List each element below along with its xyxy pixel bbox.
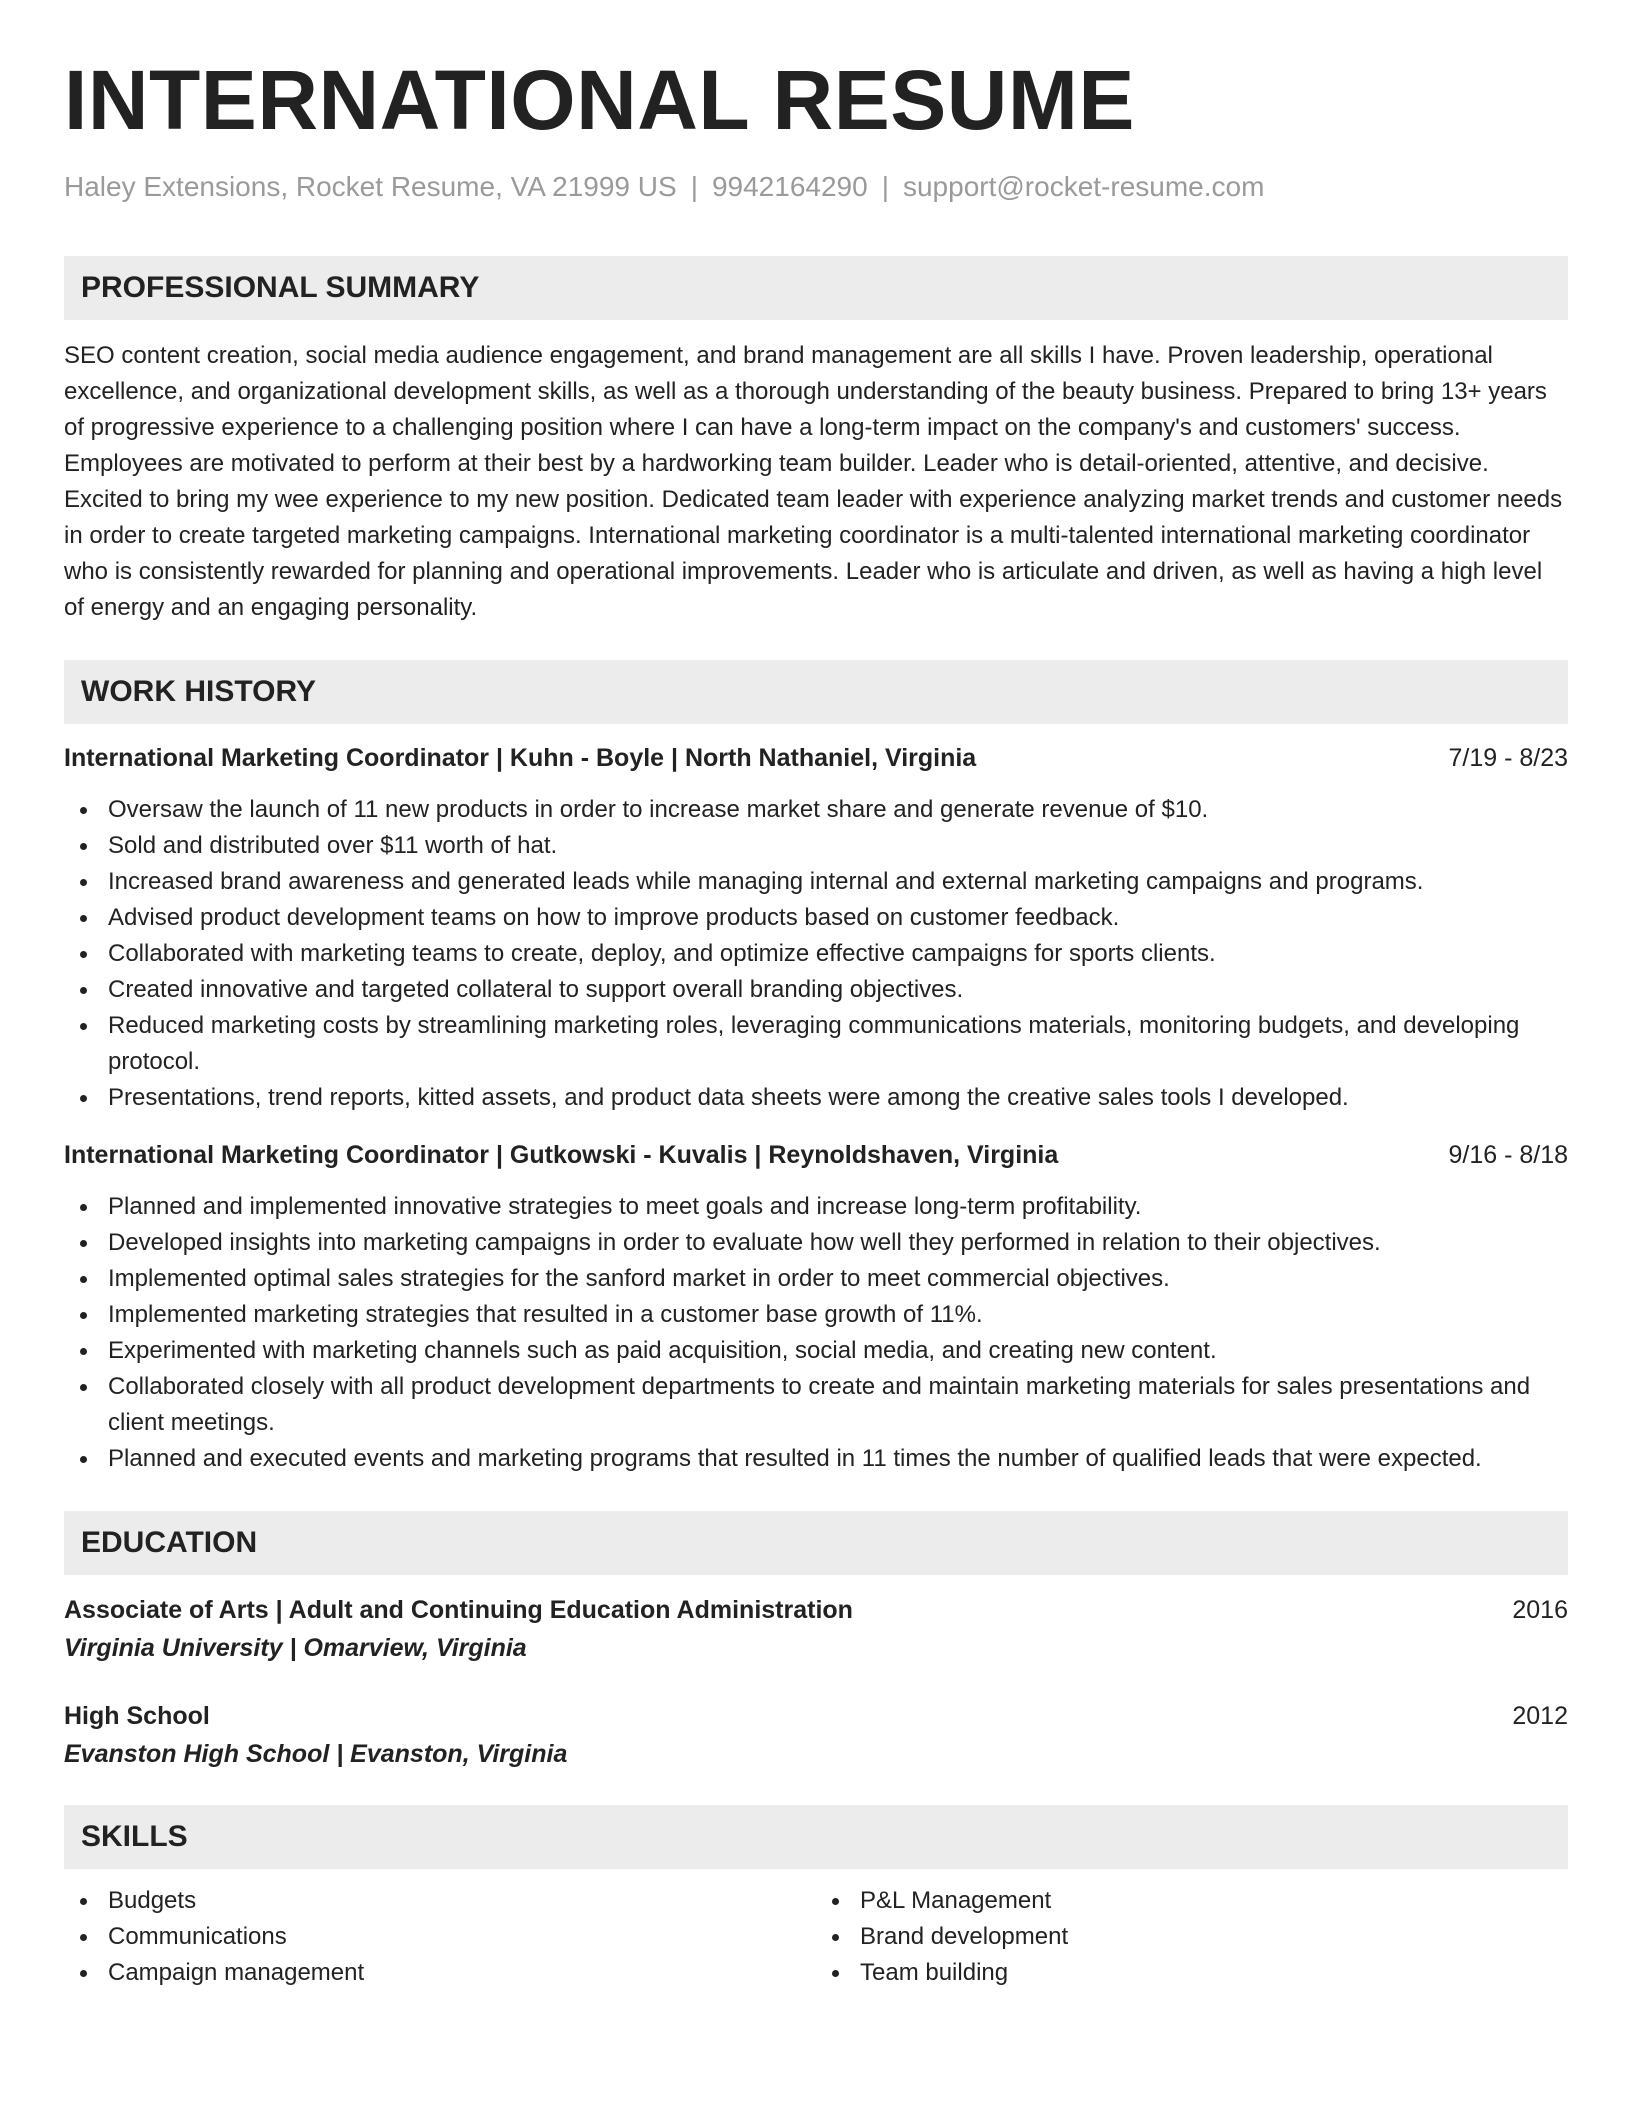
contact-phone: 9942164290 [711, 171, 868, 203]
section-heading-summary: PROFESSIONAL SUMMARY [64, 256, 1568, 320]
list-item: Reduced marketing costs by streamlining marketing roles, leveraging communications materials, monitoring budgets, and developing protocol. [64, 1008, 1568, 1080]
skill-item: Budgets [64, 1883, 816, 1919]
education-section [64, 1511, 1568, 1771]
job-bullet-list [64, 1189, 1568, 1477]
education-entry [64, 1699, 1568, 1771]
job-title: International Marketing Coordinator | Gutkowski - Kuvalis | Reynoldshaven, Virginia [64, 1140, 1059, 1169]
section-heading-skills: SKILLS [64, 1805, 1568, 1869]
education-school: Virginia University | Omarview, Virginia [64, 1633, 527, 1662]
skills-list-left [64, 1883, 816, 1991]
skills-list-right [816, 1883, 1568, 1991]
skills-columns [64, 1883, 1568, 1991]
section-heading-education: EDUCATION [64, 1511, 1568, 1575]
list-item: Increased brand awareness and generated leads while managing internal and external marketing campaigns and programs. [64, 864, 1568, 900]
skill-item: Communications [64, 1919, 816, 1955]
job-header [64, 741, 1568, 775]
skill-item: P&L Management [816, 1883, 1568, 1919]
skill-item: Brand development [816, 1919, 1568, 1955]
contact-line [64, 170, 1568, 204]
summary-section [64, 256, 1568, 626]
skills-section [64, 1805, 1568, 1991]
job-bullet-list [64, 792, 1568, 1116]
education-year: 2012 [1512, 1701, 1568, 1730]
list-item: Experimented with marketing channels such as paid acquisition, social media, and creating new content. [64, 1333, 1568, 1369]
list-item: Collaborated with marketing teams to create, deploy, and optimize effective campaigns for sports clients. [64, 936, 1568, 972]
skill-item: Campaign management [64, 1955, 816, 1991]
job-entry [64, 741, 1568, 1116]
list-item: Created innovative and targeted collateral to support overall branding objectives. [64, 972, 1568, 1008]
job-title: International Marketing Coordinator | Kuhn - Boyle | North Nathaniel, Virginia [64, 743, 977, 772]
contact-separator: | [881, 171, 889, 203]
contact-address: Haley Extensions, Rocket Resume, VA 21999 US [64, 171, 677, 203]
job-header [64, 1138, 1568, 1172]
contact-email: support@rocket-resume.com [902, 171, 1265, 203]
job-entry [64, 1138, 1568, 1477]
education-header [64, 1699, 1568, 1733]
job-dates: 9/16 - 8/18 [1448, 1140, 1568, 1169]
list-item: Implemented optimal sales strategies for the sanford market in order to meet commercial objectives. [64, 1261, 1568, 1297]
list-item: Planned and implemented innovative strategies to meet goals and increase long-term profitability. [64, 1189, 1568, 1225]
job-dates: 7/19 - 8/23 [1448, 743, 1568, 772]
list-item: Planned and executed events and marketing programs that resulted in 11 times the number of qualified leads that were expected. [64, 1441, 1568, 1477]
section-heading-work-history: WORK HISTORY [64, 660, 1568, 724]
work-history-section [64, 660, 1568, 1477]
education-header [64, 1593, 1568, 1627]
list-item: Advised product development teams on how to improve products based on customer feedback. [64, 900, 1568, 936]
list-item: Oversaw the launch of 11 new products in order to increase market share and generate revenue of $10. [64, 792, 1568, 828]
summary-text: SEO content creation, social media audience engagement, and brand management are all skills I have. Proven leadership, operational excellence, and organizational development skills, as well as a thorough understanding of the beauty business. Prepared to bring 13+ years of progressive experience to a challenging position where I can have a long-term impact on the company's and customers' success. Employees are motivated to perform at their best by a hardworking team builder. Leader who is detail-oriented, attentive, and decisive. Excited to bring my wee experience to my new position. Dedicated team leader with experience analyzing market trends and customer needs in order to create targeted marketing campaigns. International marketing coordinator is a multi-talented international marketing coordinator who is consistently rewarded for planning and operational improvements. Leader who is articulate and driven, as well as having a high level of energy and an engaging personality. [64, 341, 1563, 621]
education-degree: Associate of Arts | Adult and Continuing Education Administration [64, 1595, 853, 1624]
list-item: Presentations, trend reports, kitted assets, and product data sheets were among the creative sales tools I developed. [64, 1080, 1568, 1116]
skill-item: Team building [816, 1955, 1568, 1991]
education-entry [64, 1593, 1568, 1665]
resume-title: INTERNATIONAL RESUME [64, 53, 1135, 147]
list-item: Collaborated closely with all product development departments to create and maintain marketing materials for sales presentations and client meetings. [64, 1369, 1568, 1441]
list-item: Implemented marketing strategies that resulted in a customer base growth of 11%. [64, 1297, 1568, 1333]
list-item: Developed insights into marketing campaigns in order to evaluate how well they performed in relation to their objectives. [64, 1225, 1568, 1261]
contact-separator: | [690, 171, 698, 203]
list-item: Sold and distributed over $11 worth of hat. [64, 828, 1568, 864]
education-year: 2016 [1512, 1595, 1568, 1624]
education-degree: High School [64, 1701, 210, 1730]
education-school: Evanston High School | Evanston, Virginia [64, 1739, 568, 1768]
